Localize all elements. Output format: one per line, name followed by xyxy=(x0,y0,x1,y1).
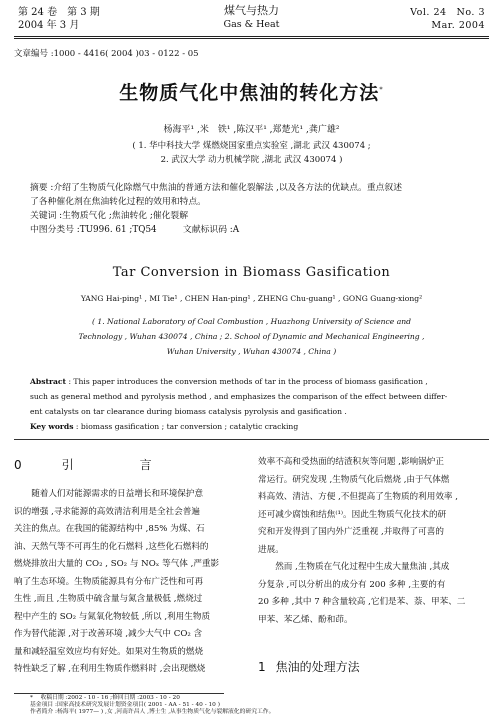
running-header-right xyxy=(410,6,485,32)
keywords-cn: 关键词 :生物质气化 ;焦油转化 ;催化裂解 xyxy=(30,211,189,221)
section-number: 1 xyxy=(258,660,266,674)
body-line: 特性缺乏了解 ,在利用生物质作燃料时 ,会出现燃烧 xyxy=(14,664,206,674)
affiliation-en-line: Wuhan University , Wuhan 430074 , China ) xyxy=(166,347,337,356)
body-line: 20 多种 ,其中 7 种含量较高 ,它们是苯、萘、甲苯、二 xyxy=(258,597,466,607)
body-line: 分复杂 ,可以分析出的成分有 200 多种 ,主要的有 xyxy=(258,579,446,590)
abstract-en xyxy=(30,374,477,434)
body-line: 油、天然气等不可再生的化石燃料 ,这些化石燃料的 xyxy=(14,541,209,552)
body-line: 生性 ,而且 ,生物质中硫含量与氮含量极低 ,燃烧过 xyxy=(14,594,203,604)
volume-issue-en: Vol. 24 No. 3 xyxy=(410,7,485,18)
keywords-en: Key words : biomass gasification ; tar conversion ; catalytic cracking xyxy=(30,422,299,431)
body-left-column xyxy=(14,486,242,679)
footnote-line: * 收稿日期 :2002 - 10 - 16 ;修回日期 :2003 - 10 - 20 xyxy=(30,695,180,701)
footnote-rule xyxy=(14,693,224,694)
body-line: 响了生态环境。生物质能源具有分布广泛性和可再 xyxy=(14,576,204,587)
body-line: 甲苯、苯乙烯、酚和茚。 xyxy=(258,614,353,625)
article-number: 文章编号 :1000 - 4416( 2004 )03 - 0122 - 05 xyxy=(14,49,199,59)
footnote-line: 基金项目 :国家高技术研究发展计划资金项目( 2001 - AA - 51 - 40 - 10 ) xyxy=(30,702,220,708)
body-line: 燃烧排放出大量的 CO₂ , SO₂ 与 NOₓ 等气体 ,严重影 xyxy=(14,559,220,569)
classification-number: 中图分类号 :TU996. 61 ;TQ54 文献标识码 :A xyxy=(30,225,240,235)
section-heading-tar-treatment xyxy=(258,658,360,675)
footnote-line: 作者简介 :杨海平( 1977— ) ,女 ,河南许昌人 ,博士生 ,从事生物质气化与裂解液化的研究工作。 xyxy=(30,709,275,715)
body-line: 作为替代能源 ,对于改善环境 ,减少大气中 CO₂ 含 xyxy=(14,629,203,639)
abstract-cn-line: 了各种催化剂在焦油转化过程的效用和特点。 xyxy=(30,197,206,207)
section-title: 焦油的处理方法 xyxy=(275,660,360,674)
abstract-en-line2: such as general method and pyrolysis method , and emphasizes the comparison of the effect between differ- xyxy=(30,392,448,401)
authors-cn: 杨海平¹ ,米 铁¹ ,陈汉平¹ ,郑楚光¹ ,龚广雄² xyxy=(163,125,340,135)
abstract-divider xyxy=(14,439,489,440)
abstract-label: Abstract xyxy=(30,377,67,386)
affiliations-en xyxy=(0,314,503,359)
date-en: Mar. 2004 xyxy=(431,20,485,31)
authors-en: YANG Hai-ping¹ , MI Tie¹ , CHEN Han-ping¹ , ZHENG Chu-guang¹ , GONG Guang-xiong² xyxy=(80,294,423,303)
paper-title-en: Tar Conversion in Biomass Gasification xyxy=(112,265,391,280)
journal-name-en: Gas & Heat xyxy=(223,19,280,30)
date-cn: 2004 年 3 月 xyxy=(18,20,80,31)
body-line: 常运行。研究发现 ,生物质气化后燃烧 ,由于气体燃 xyxy=(258,474,450,485)
body-line: 还可减少腐蚀和结焦⁽¹⁾。因此生物质气化技术的研 xyxy=(258,509,447,520)
body-line: 识的增强 ,寻求能源的高效清洁利用是全社会普遍 xyxy=(14,506,200,517)
abstract-en-line3: ent catalysts on tar clearance during biomass catalysis pyrolysis and gasification . xyxy=(30,407,347,416)
body-line: 料高效、清洁、方便 ,不但提高了生物质的利用效率 , xyxy=(258,492,458,502)
paper-title-cn xyxy=(0,78,503,105)
body-line: 随着人们对能源需求的日益增长和环境保护意 xyxy=(31,489,204,499)
body-line: 然而 ,生物质在气化过程中生成大量焦油 ,其成 xyxy=(275,562,450,572)
header-rule-top xyxy=(14,36,489,37)
body-line: 究和开发得到了国内外广泛重视 ,并取得了可喜的 xyxy=(258,527,444,537)
body-line: 关注的焦点。在我国的能源结构中 ,85% 为煤、石 xyxy=(14,524,205,534)
abstract-cn-line: 摘要 :介绍了生物质气化除燃气中焦油的普通方法和催化裂解法 ,以及各方法的优缺点。重点叙述 xyxy=(30,183,403,193)
affiliation-cn-line: 2. 武汉大学 动力机械学院 ,湖北 武汉 430074 ) xyxy=(160,155,343,165)
footnotes xyxy=(30,695,490,716)
title-footnote-mark: * xyxy=(379,85,384,94)
keywords-label: Key words xyxy=(30,422,74,431)
body-line: 进展。 xyxy=(258,544,284,555)
abstract-en-line1: Abstract : This paper introduces the conversion methods of tar in the process of biomass gasification , xyxy=(30,377,428,386)
body-right-column xyxy=(258,454,490,629)
body-line: 效率不高和受热面的结渣积灰等问题 ,影响锅炉正 xyxy=(258,457,444,467)
body-line: 程中产生的 SO₂ 与氮氧化物较低 ,所以 ,利用生物质 xyxy=(14,611,211,622)
affiliation-en-line: ( 1. National Laboratory of Coal Combustion , Huazhong University of Science and xyxy=(92,317,411,326)
body-line: 量和减轻温室效应均有好处。如果对生物质的燃烧 xyxy=(14,646,204,657)
journal-name-cn: 煤气与热力 xyxy=(224,4,279,17)
header-rule-bottom xyxy=(14,38,489,39)
abstract-cn xyxy=(30,181,477,237)
volume-issue-cn: 第 24 卷 第 3 期 xyxy=(18,7,100,18)
affiliation-en-line: Technology , Wuhan 430074 , China ; 2. School of Dynamic and Mechanical Engineering , xyxy=(78,332,425,341)
affiliations-cn xyxy=(0,139,503,167)
section-heading-introduction: 0 引 言 xyxy=(14,458,166,472)
affiliation-cn-line: ( 1. 华中科技大学 煤燃烧国家重点实验室 ,湖北 武汉 430074 ; xyxy=(132,141,371,151)
paper-title-cn-text: 生物质气化中焦油的转化方法 xyxy=(119,82,380,104)
